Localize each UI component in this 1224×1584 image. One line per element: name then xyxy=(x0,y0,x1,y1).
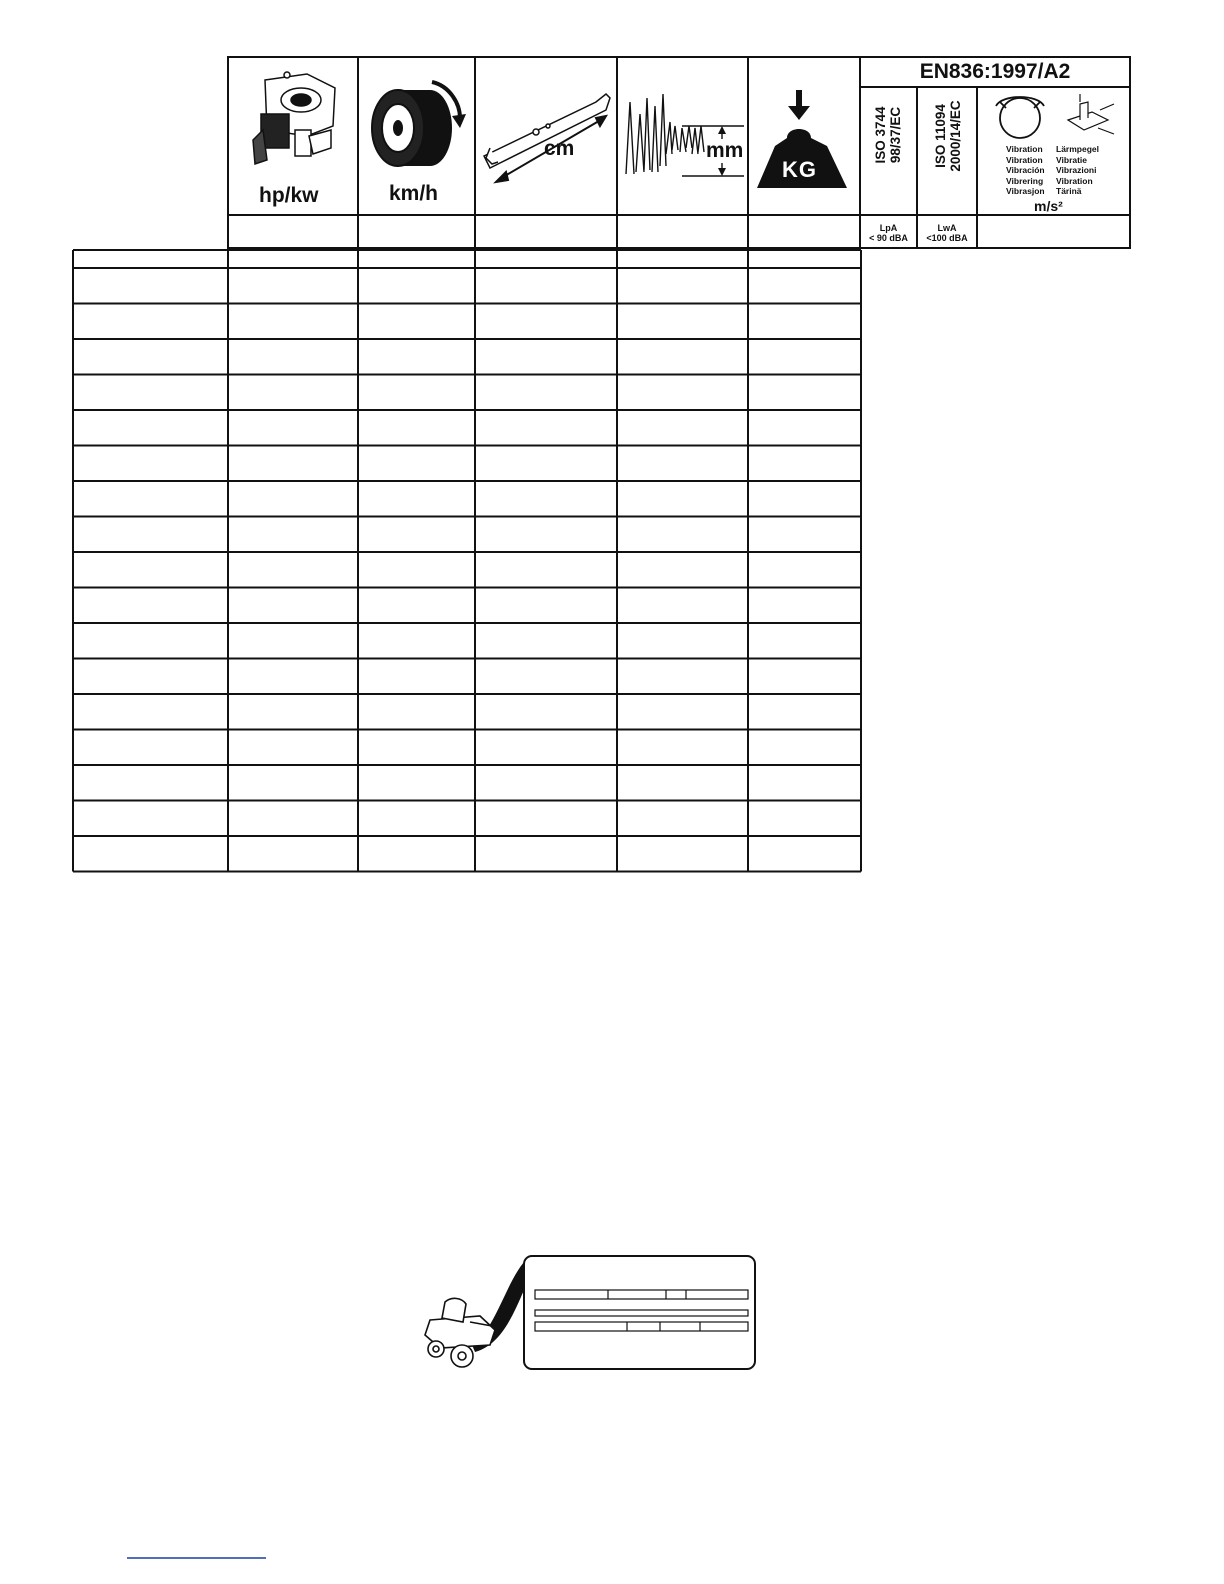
vibration-terms-right xyxy=(1056,144,1099,197)
lwa-label: LwA xyxy=(937,223,957,233)
lwa-limit: <100 dBA xyxy=(926,233,968,243)
vibration-term: Vibración xyxy=(1006,165,1045,175)
vibration-term: Vibration xyxy=(1006,144,1043,154)
standard-title: EN836:1997/A2 xyxy=(919,60,1071,83)
vibration-term: Vibration xyxy=(1056,175,1093,186)
cutting-height-label: mm xyxy=(706,139,744,162)
label-location-illustration xyxy=(425,1256,755,1369)
iso-sound-power-label: ISO 11094 2000/14/EC xyxy=(933,100,963,172)
wheel-rotation-icon xyxy=(368,76,468,171)
lpa-label: LpA xyxy=(879,223,898,233)
engine-icon xyxy=(247,70,342,168)
blade-length-label: cm xyxy=(544,137,575,160)
vibration-term: Vibrasjon xyxy=(1006,186,1045,196)
weight-label: KG xyxy=(782,157,817,182)
vibration-term: Tärinä xyxy=(1056,186,1082,196)
vibration-unit: m/s² xyxy=(1034,198,1063,214)
iso-sound-pressure-label: ISO 3744 98/37/EC xyxy=(873,106,903,164)
lpa-limit: < 90 dBA xyxy=(869,233,908,243)
vibration-steering-seat-icon xyxy=(988,90,1122,146)
lwa-cell xyxy=(917,223,977,243)
vibration-term: Vibrering xyxy=(1006,175,1044,186)
lpa-cell xyxy=(860,223,917,243)
vibration-terms-left xyxy=(1006,144,1045,197)
power-label: hp/kw xyxy=(259,184,319,207)
vibration-term: Lärmpegel xyxy=(1056,144,1099,154)
vibration-term: Vibrazioni xyxy=(1056,165,1097,175)
speed-label: km/h xyxy=(389,182,439,205)
vibration-term: Vibratie xyxy=(1056,154,1088,165)
vibration-term: Vibration xyxy=(1006,154,1043,165)
